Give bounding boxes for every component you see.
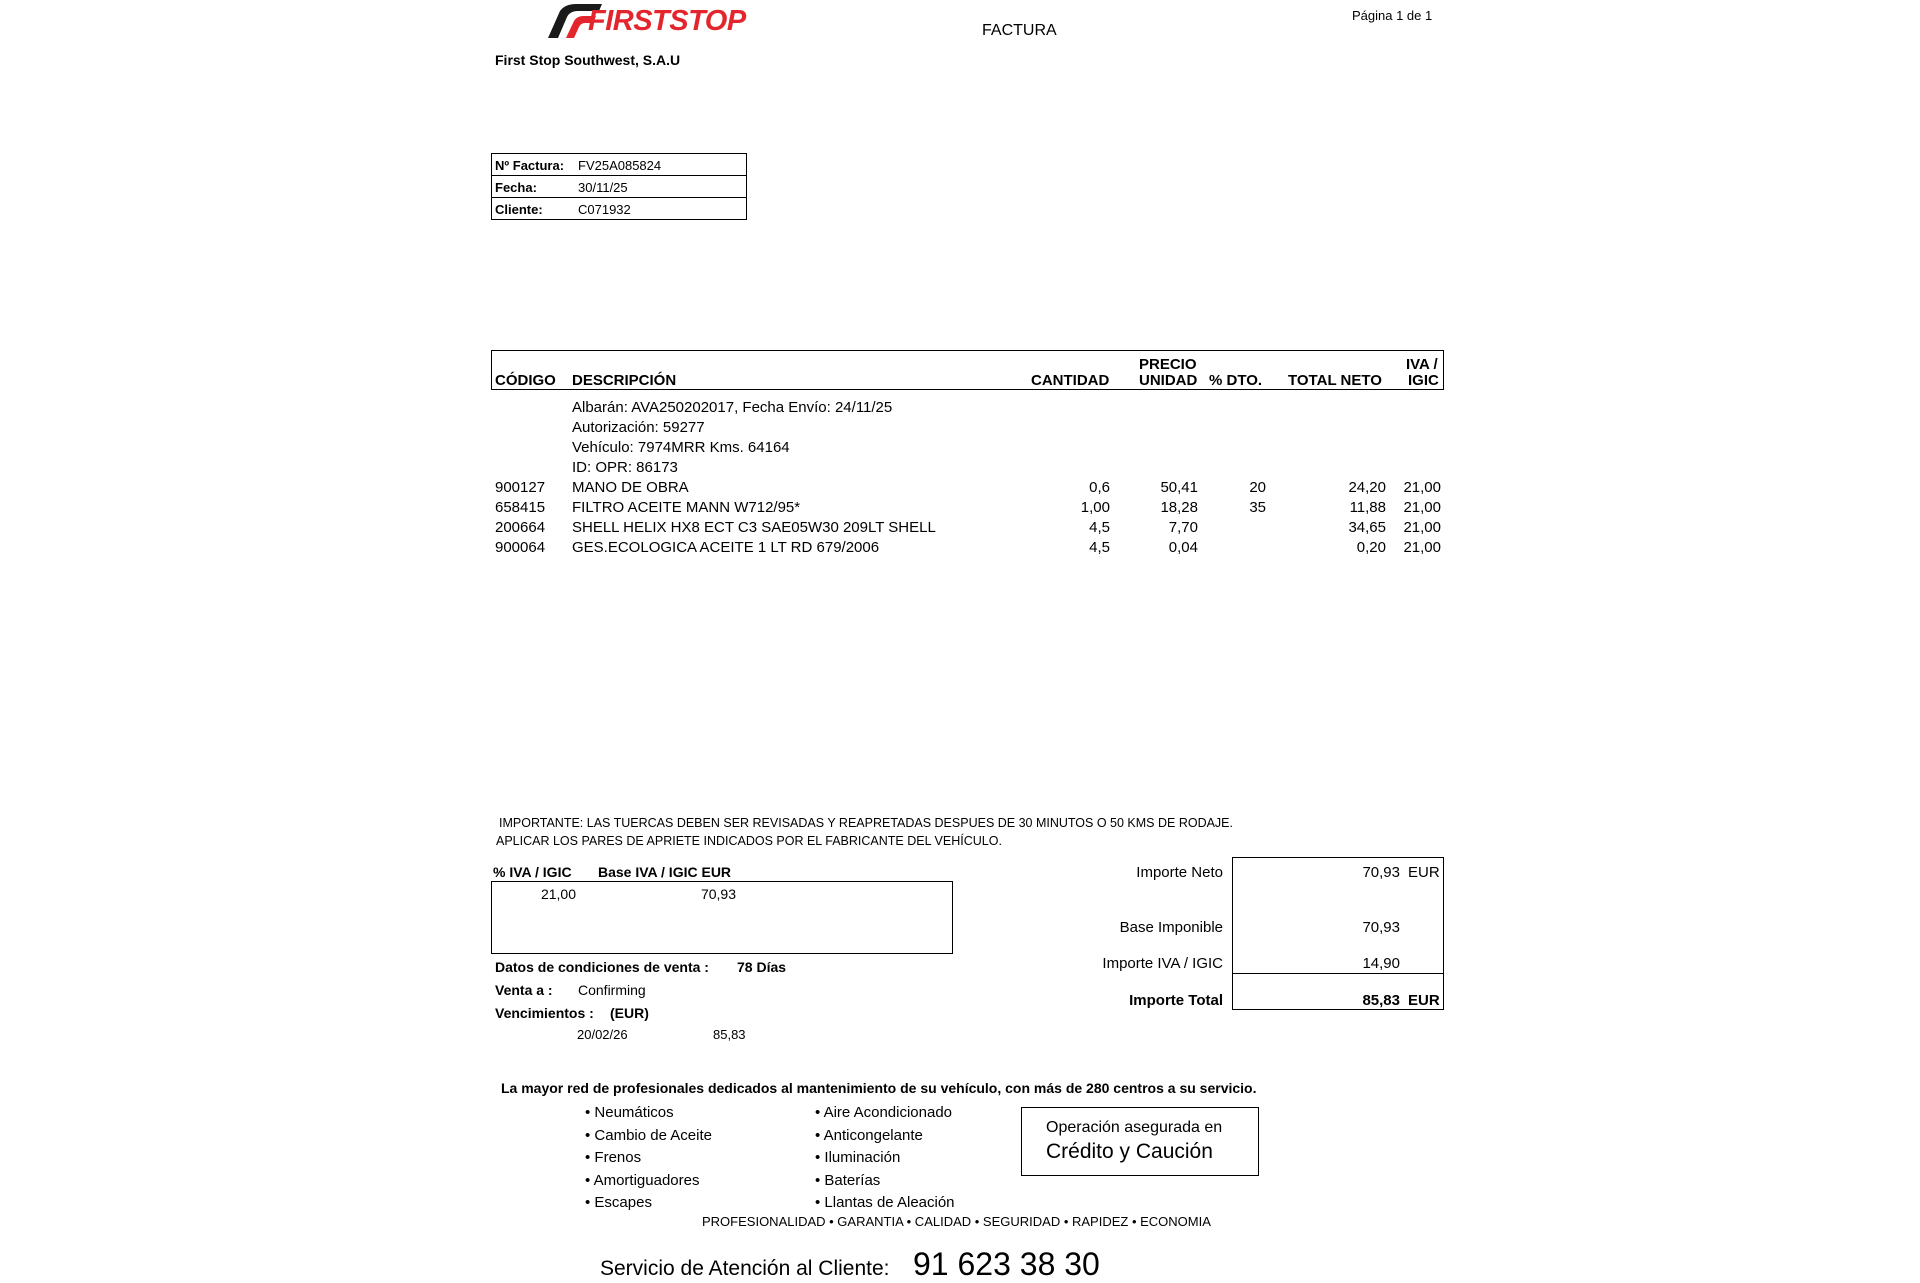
- header-dto: % DTO.: [1209, 372, 1263, 389]
- service-item: • Escapes: [585, 1194, 652, 1212]
- services-list-left: [585, 1102, 712, 1215]
- cell-precio: 0,04: [1168, 539, 1198, 556]
- authorization-note: Autorización: 59277: [572, 419, 705, 436]
- company-values: PROFESIONALIDAD • GARANTIA • CALIDAD • SEGURIDAD • RAPIDEZ • ECONOMIA: [702, 1214, 1211, 1229]
- cell-dto: 35: [1249, 499, 1266, 516]
- cell-precio: 7,70: [1168, 519, 1198, 536]
- company-name: First Stop Southwest, S.A.U: [495, 52, 681, 68]
- service-item: • Anticongelante: [815, 1126, 923, 1144]
- cell-total: 34,65: [1348, 519, 1386, 536]
- net-amount-label: Importe Neto: [1136, 864, 1223, 881]
- total-amount-currency: EUR: [1408, 992, 1440, 1009]
- total-amount-value: 85,83: [1362, 992, 1400, 1009]
- invoice-client-label: Cliente:: [495, 202, 543, 217]
- cell-iva: 21,00: [1403, 499, 1441, 516]
- cell-iva: 21,00: [1403, 519, 1441, 536]
- service-item: • Llantas de Aleación: [815, 1194, 955, 1212]
- cell-codigo: 200664: [495, 519, 546, 536]
- invoice-number-label: Nº Factura:: [495, 158, 565, 173]
- invoice-client-value: C071932: [578, 202, 631, 217]
- page-number: Página 1 de 1: [1352, 8, 1433, 23]
- service-item: • Amortiguadores: [585, 1171, 700, 1189]
- header-descripcion: DESCRIPCIÓN: [572, 372, 677, 389]
- table-row: [0, 539, 1920, 559]
- credit-insurance-line2: Crédito y Caución: [1046, 1140, 1213, 1163]
- cell-cantidad: 4,5: [1089, 539, 1110, 556]
- service-item: • Iluminación: [815, 1149, 901, 1167]
- cell-cantidad: 1,00: [1080, 499, 1110, 516]
- invoice-date-value: 30/11/25: [578, 180, 628, 195]
- total-amount-label: Importe Total: [1129, 992, 1223, 1009]
- divider: [491, 197, 747, 198]
- cell-precio: 18,28: [1160, 499, 1198, 516]
- net-amount-value: 70,93: [1362, 864, 1400, 881]
- customer-service-label: Servicio de Atención al Cliente:: [600, 1257, 890, 1280]
- important-notice-line2: APLICAR LOS PARES DE APRIETE INDICADOS POR EL FABRICANTE DEL VEHÍCULO.: [496, 834, 1002, 848]
- header-total-neto: TOTAL NETO: [1288, 372, 1382, 389]
- tax-header-base: Base IVA / IGIC EUR: [598, 864, 732, 880]
- sale-to-label: Venta a :: [495, 982, 553, 998]
- service-item: • Baterías: [815, 1171, 881, 1189]
- vehicle-note: Vehículo: 7974MRR Kms. 64164: [572, 439, 790, 456]
- due-date: 20/02/26: [577, 1027, 628, 1042]
- header-iva-line2: IGIC: [1408, 372, 1439, 389]
- services-list-right: [815, 1102, 955, 1215]
- header-cantidad: CANTIDAD: [1031, 372, 1110, 389]
- invoice-number-value: FV25A085824: [578, 158, 662, 173]
- cell-descripcion: MANO DE OBRA: [572, 479, 689, 496]
- table-row: [0, 479, 1920, 499]
- cell-iva: 21,00: [1403, 539, 1441, 556]
- sale-to-value: Confirming: [578, 982, 646, 998]
- cell-precio: 50,41: [1160, 479, 1198, 496]
- cell-codigo: 900127: [495, 479, 546, 496]
- taxable-base-label: Base Imponible: [1119, 919, 1223, 936]
- cell-descripcion: SHELL HELIX HX8 ECT C3 SAE05W30 209LT SHELL: [572, 519, 936, 536]
- tax-base-value: 70,93: [700, 886, 736, 902]
- header-iva-line1: IVA /: [1406, 356, 1438, 373]
- tax-header-pct: % IVA / IGIC: [493, 864, 572, 880]
- document-title: FACTURA: [982, 22, 1057, 39]
- net-amount-currency: EUR: [1408, 864, 1440, 881]
- header-codigo: CÓDIGO: [495, 372, 556, 389]
- service-item: • Aire Acondicionado: [815, 1104, 953, 1121]
- service-item: • Neumáticos: [585, 1104, 674, 1121]
- operation-id-note: ID: OPR: 86173: [572, 459, 678, 476]
- conditions-label: Datos de condiciones de venta :: [495, 959, 709, 975]
- cell-codigo: 900064: [495, 539, 546, 556]
- credit-insurance-line1: Operación asegurada en: [1046, 1119, 1223, 1136]
- delivery-note: Albarán: AVA250202017, Fecha Envío: 24/11/25: [572, 399, 893, 416]
- invoice-date-label: Fecha:: [495, 180, 537, 195]
- table-row: [0, 499, 1920, 519]
- taxable-base-value: 70,93: [1362, 919, 1400, 936]
- due-amount: 85,83: [713, 1027, 746, 1042]
- tax-amount-label: Importe IVA / IGIC: [1102, 955, 1223, 972]
- cell-total: 11,88: [1349, 499, 1386, 516]
- credit-insurance-badge: [1021, 1107, 1259, 1176]
- tax-amount-value: 14,90: [1362, 955, 1400, 972]
- cell-total: 24,20: [1348, 479, 1386, 496]
- service-item: • Cambio de Aceite: [585, 1126, 712, 1144]
- cell-iva: 21,00: [1403, 479, 1441, 496]
- due-dates-currency: (EUR): [610, 1005, 649, 1021]
- cell-cantidad: 0,6: [1089, 479, 1110, 496]
- cell-dto: 20: [1249, 479, 1266, 496]
- logo: [546, 2, 756, 40]
- customer-service-phone: 91 623 38 30: [913, 1246, 1100, 1282]
- service-item: • Frenos: [585, 1149, 642, 1167]
- brand-name: FIRSTSTOP: [588, 5, 746, 37]
- due-dates-label: Vencimientos :: [495, 1005, 594, 1021]
- cell-cantidad: 4,5: [1089, 519, 1110, 536]
- cell-codigo: 658415: [495, 499, 546, 516]
- header-precio-line1: PRECIO: [1139, 356, 1197, 373]
- table-row: [0, 519, 1920, 539]
- header-precio-line2: UNIDAD: [1139, 372, 1198, 389]
- cell-descripcion: FILTRO ACEITE MANN W712/95*: [572, 499, 801, 516]
- important-notice-line1: IMPORTANTE: LAS TUERCAS DEBEN SER REVISADAS Y REAPRETADAS DESPUES DE 30 MINUTOS O 50 KMS DE RODAJE.: [499, 816, 1233, 830]
- divider: [491, 175, 747, 176]
- conditions-days: 78 Días: [737, 959, 787, 975]
- cell-descripcion: GES.ECOLOGICA ACEITE 1 LT RD 679/2006: [572, 539, 880, 556]
- tax-pct-value: 21,00: [540, 886, 576, 902]
- cell-total: 0,20: [1356, 539, 1386, 556]
- footer-tagline: La mayor red de profesionales dedicados al mantenimiento de su vehículo, con más de 280 centros a su servicio.: [501, 1080, 1257, 1096]
